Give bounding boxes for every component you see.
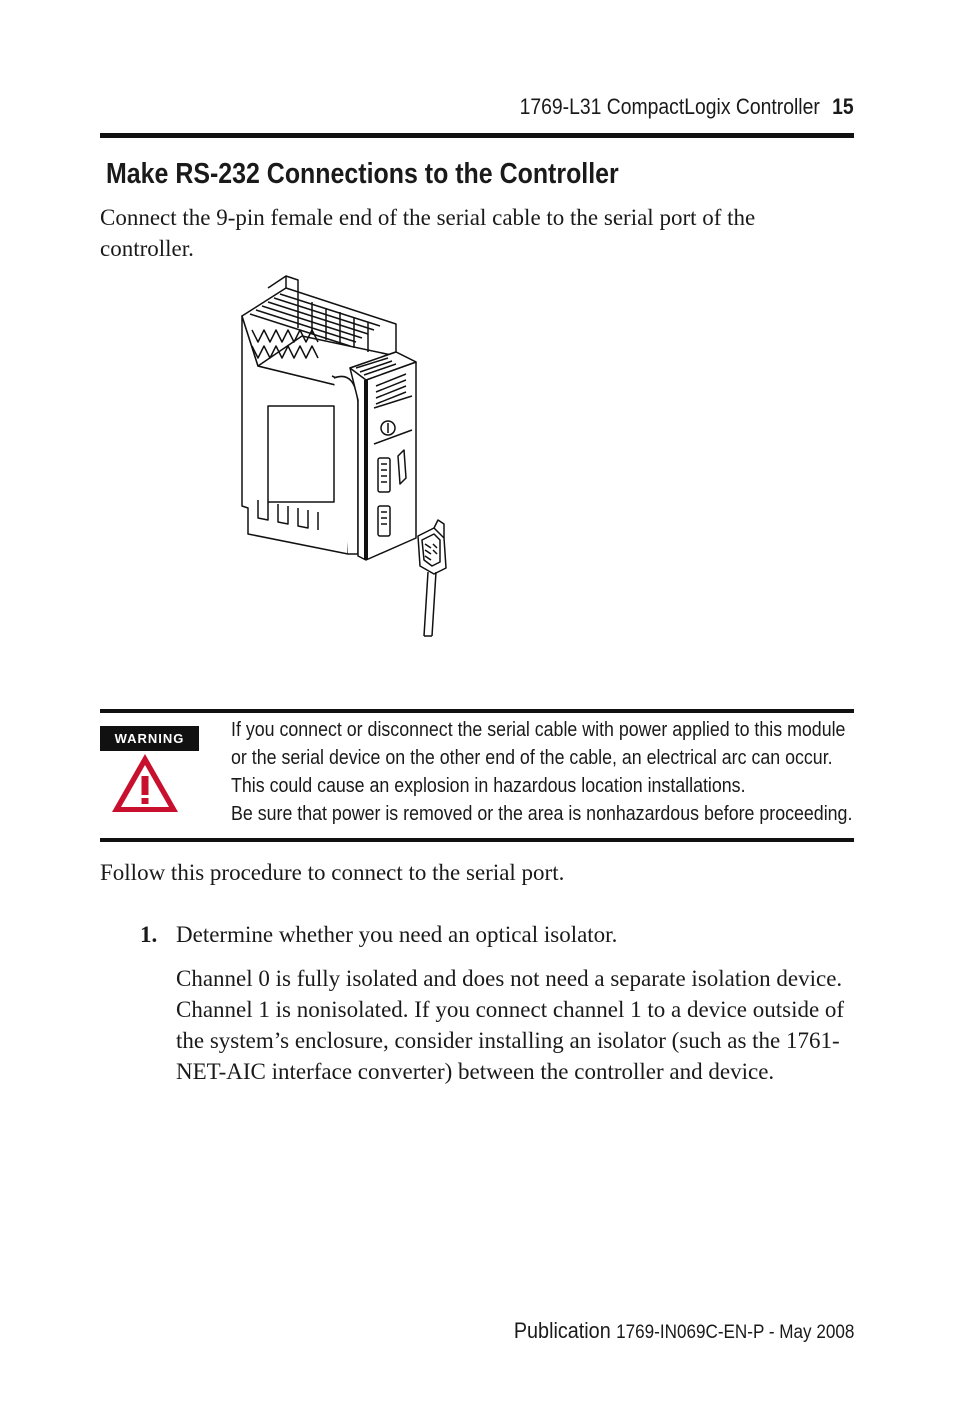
controller-serial-cable-illustration [238, 268, 470, 643]
warning-line: Be sure that power is removed or the area is nonhazardous before proceeding. [231, 803, 853, 825]
running-header-title: 1769-L31 CompactLogix Controller [519, 94, 821, 119]
step-number: 1. [140, 922, 158, 947]
section-title: Make RS-232 Connections to the Controller [106, 158, 619, 190]
warning-line: If you connect or disconnect the serial cable with power applied to this module [231, 719, 846, 741]
warning-triangle-icon [110, 752, 180, 814]
warning-top-rule [100, 709, 854, 713]
footer [513, 1318, 854, 1344]
warning-text [231, 716, 854, 828]
controller-figure [238, 268, 470, 643]
warning-line: or the serial device on the other end of the cable, an electrical arc can occur. [231, 747, 833, 769]
step-title: Determine whether you need an optical isolator. [176, 922, 618, 947]
warning-bottom-rule [100, 838, 854, 842]
page-number: 15 [832, 94, 854, 119]
warning-label: WARNING [100, 726, 199, 751]
running-header [520, 94, 854, 120]
step-detail: Channel 0 is fully isolated and does not need a separate isolation device. Channel 1 is nonisolated. If you connect channel 1 to a device outside of the system’s enclosure, consider installing an isolator (such as the 1761-NET-AIC interface converter) between the controller and device. [176, 966, 845, 1084]
publication-label: Publication [513, 1318, 611, 1343]
intro-paragraph: Connect the 9-pin female end of the serial cable to the serial port of the controller. [100, 205, 756, 261]
procedure-intro: Follow this procedure to connect to the serial port. [100, 860, 565, 885]
warning-line: This could cause an explosion in hazardous location installations. [231, 775, 746, 797]
header-rule [100, 133, 854, 138]
publication-id: 1769-IN069C-EN-P - May 2008 [615, 1322, 854, 1343]
